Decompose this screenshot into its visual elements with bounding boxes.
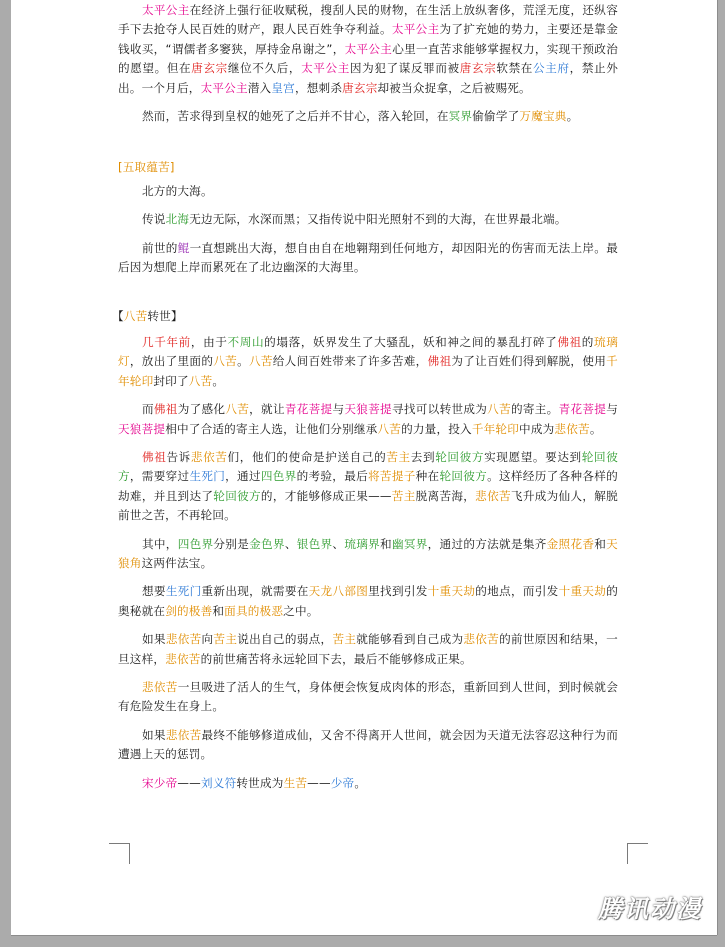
highlighted-term: 苦主 bbox=[386, 449, 411, 464]
highlighted-term: 苦主 bbox=[332, 632, 357, 647]
text-run: 为了感化 bbox=[177, 402, 226, 417]
highlighted-term: 唐玄宗 bbox=[191, 61, 228, 76]
heading-rest: 转世】 bbox=[147, 309, 183, 324]
text-run: 的前世原因和结果，一旦这样， bbox=[118, 632, 618, 666]
highlighted-term: 将苦提子 bbox=[368, 469, 416, 484]
text-run: 北方的大海。 bbox=[142, 183, 213, 198]
paragraph bbox=[118, 400, 618, 439]
paragraph bbox=[118, 182, 618, 201]
text-run: 飞升成为仙人，解脱前世之苦，不再轮回。 bbox=[118, 488, 618, 523]
highlighted-term: 八苦 bbox=[377, 421, 402, 436]
text-run: 和 bbox=[212, 603, 225, 618]
highlighted-term: 生死门 bbox=[189, 469, 226, 484]
text-run: —— bbox=[177, 775, 201, 790]
text-run: 和 bbox=[594, 536, 607, 551]
paragraph bbox=[118, 333, 618, 391]
text-run: 。这样经历了各种各样的劫难，并且到达了 bbox=[118, 469, 618, 503]
text-run: 转世成为 bbox=[236, 775, 284, 790]
paragraph bbox=[118, 448, 618, 526]
text-run: 而 bbox=[142, 402, 154, 417]
text-run: 的寄主。 bbox=[510, 402, 559, 417]
heading-bracket-open: [ bbox=[118, 160, 123, 175]
text-run: 一旦吸进了活人的生气，身体便会恢复成肉体的形态，重新回到人世间，到时候就会有危险发生在身上。 bbox=[118, 679, 618, 714]
text-run: 的考验，最后 bbox=[296, 469, 369, 484]
highlighted-term: 太平公主 bbox=[200, 80, 248, 95]
highlighted-term: 悲依苦 bbox=[165, 632, 202, 647]
text-run: 的力量，投入 bbox=[401, 421, 472, 436]
highlighted-term: 琉璃灯 bbox=[118, 334, 618, 369]
text-run: 封印了 bbox=[153, 373, 189, 388]
text-run: 的前世痛苦将永远轮回下去，最后不能够修成正果。 bbox=[200, 651, 472, 666]
text-run: 却被当众捉拿，之后被赐死。 bbox=[377, 80, 531, 95]
text-run: 。 bbox=[589, 421, 602, 436]
highlighted-term: 十重天劫 bbox=[558, 584, 607, 599]
highlighted-term: 八苦 bbox=[188, 373, 213, 388]
text-run: 软禁在 bbox=[496, 61, 534, 76]
text-run: 无边无际，水深而黑；又指传说中阳光照射不到的大海，在世界最北端。 bbox=[189, 212, 567, 227]
highlighted-term: 北海 bbox=[165, 212, 190, 227]
highlighted-term: 唐玄宗 bbox=[459, 61, 497, 76]
section-heading-wuqu bbox=[118, 158, 618, 177]
highlighted-term: 天狼菩提 bbox=[344, 402, 392, 417]
text-run: 继位不久后， bbox=[227, 61, 302, 76]
text-run: 和 bbox=[380, 536, 392, 551]
highlighted-term: 悲依苦 bbox=[554, 421, 590, 436]
highlighted-term: 生死门 bbox=[165, 584, 202, 599]
text-run: 。 bbox=[237, 354, 249, 369]
text-run: 然而，苦求得到皇权的她死了之后并不甘心，落入轮回，在 bbox=[142, 109, 449, 124]
text-run: 。 bbox=[354, 775, 367, 790]
highlighted-term: 轮回彼方 bbox=[439, 469, 488, 484]
text-run: 如果 bbox=[142, 632, 166, 647]
highlighted-term: 万魔宝典 bbox=[519, 109, 567, 124]
text-run: 去到 bbox=[410, 449, 436, 464]
highlighted-term: 轮回彼方 bbox=[435, 449, 485, 464]
text-run: 给人间百姓带来了许多苦难， bbox=[272, 354, 428, 369]
text-run: 偷偷学了 bbox=[472, 109, 520, 124]
text-run: 想要 bbox=[142, 584, 166, 599]
paragraph bbox=[118, 726, 618, 765]
paragraph bbox=[118, 582, 618, 621]
highlighted-term: 刘义符 bbox=[200, 775, 237, 790]
heading-title: 八苦 bbox=[123, 309, 148, 324]
margin-corner-mark-left bbox=[109, 843, 130, 864]
paragraph bbox=[118, 107, 618, 126]
highlighted-term: 千年轮印 bbox=[118, 354, 618, 388]
text-run: 相中了合适的寄主人选，让他们分别继承 bbox=[165, 421, 378, 436]
highlighted-term: 十重天劫 bbox=[427, 584, 476, 599]
highlighted-term: 天狼角 bbox=[118, 536, 618, 570]
paragraph bbox=[118, 210, 618, 229]
text-run: ，放出了里面的 bbox=[129, 354, 214, 369]
text-run: 、 bbox=[332, 536, 345, 551]
intro-section bbox=[118, 1, 618, 126]
highlighted-term: 悲依苦 bbox=[165, 727, 202, 742]
heading-title: 五取蕴苦 bbox=[122, 160, 170, 175]
highlighted-term: 太平公主 bbox=[301, 61, 350, 76]
watermark-logo: 腾讯动漫 bbox=[598, 895, 702, 923]
text-run: 的塌落，妖界发生了大骚乱，妖和神之间的暴乱打碎了 bbox=[264, 334, 558, 349]
highlighted-term: 悲依苦 bbox=[463, 632, 500, 647]
highlighted-term: 佛祖 bbox=[153, 402, 178, 417]
highlighted-term: 苦主 bbox=[213, 632, 238, 647]
text-run: 种在 bbox=[415, 469, 440, 484]
highlighted-term: 天狼菩提 bbox=[118, 421, 166, 436]
text-run: 分别是 bbox=[213, 536, 250, 551]
highlighted-term: 太平公主 bbox=[344, 41, 393, 56]
highlighted-term: 皇宫 bbox=[271, 80, 295, 95]
highlighted-term: 太平公主 bbox=[391, 22, 440, 37]
text-run: 与 bbox=[606, 402, 618, 417]
highlighted-term: 不周山 bbox=[227, 334, 265, 349]
heading-bracket-open: 【 bbox=[112, 309, 124, 324]
text-run: 为了扩充她的势力，主要还是靠金钱收买，“谓儒者多窭狭，厚持金帛谢之”， bbox=[118, 22, 618, 56]
text-run: 的 bbox=[581, 334, 594, 349]
text-run: 说出自己的弱点， bbox=[237, 632, 333, 647]
highlighted-term: 八苦 bbox=[213, 354, 238, 369]
highlighted-term: 生苦 bbox=[283, 775, 308, 790]
text-run: 、 bbox=[284, 536, 297, 551]
text-run: 前世的 bbox=[142, 240, 178, 255]
text-run: 心里一直苦求能够掌握权力，实现干预政治的愿望。但在 bbox=[118, 41, 618, 76]
paragraph bbox=[118, 630, 618, 669]
highlighted-term: 唐玄宗 bbox=[342, 80, 378, 95]
section-body-wuqu bbox=[118, 182, 618, 278]
text-run: ，通过 bbox=[225, 469, 261, 484]
highlighted-term: 金色界 bbox=[249, 536, 285, 551]
highlighted-term: 八苦 bbox=[487, 402, 511, 417]
text-run: 。 bbox=[566, 109, 579, 124]
highlighted-term: 悲依苦 bbox=[475, 488, 511, 503]
text-run: 向 bbox=[201, 632, 214, 647]
highlighted-term: 宋少帝 bbox=[142, 775, 178, 790]
highlighted-term: 悲依苦 bbox=[142, 679, 178, 694]
text-run: 中成为 bbox=[519, 421, 555, 436]
text-run: 与 bbox=[332, 402, 345, 417]
section-body-baku bbox=[118, 333, 618, 793]
paragraph bbox=[118, 678, 618, 717]
highlighted-term: 幽冥界 bbox=[391, 536, 428, 551]
text-run: 里找到引发 bbox=[368, 584, 428, 599]
text-run: ，禁止外出。一个月后， bbox=[118, 61, 619, 95]
highlighted-term: 银色界 bbox=[296, 536, 333, 551]
highlighted-term: 几千年前 bbox=[142, 334, 191, 349]
paragraph bbox=[118, 239, 618, 278]
paragraph bbox=[118, 774, 618, 793]
highlighted-term: 青花菩提 bbox=[284, 402, 333, 417]
text-run: 。 bbox=[212, 373, 225, 388]
text-run: ，由于 bbox=[190, 334, 228, 349]
text-run: —— bbox=[307, 775, 331, 790]
highlighted-term: 四色界 bbox=[260, 469, 297, 484]
text-run: 一直想跳出大海，想自由自在地翱翔到任何地方，却因阳光的伤害而无法上岸。最后因为想爬上岸而累死在了北边幽深的大海里。 bbox=[118, 240, 619, 275]
highlighted-term: 冥界 bbox=[448, 109, 473, 124]
highlighted-term: 苦主 bbox=[391, 488, 416, 503]
highlighted-term: 佛祖 bbox=[557, 334, 582, 349]
paragraph bbox=[118, 535, 618, 574]
text-run: 脱离苦海， bbox=[415, 488, 476, 503]
section-heading-baku bbox=[112, 307, 618, 326]
highlighted-term: 鲲 bbox=[177, 240, 190, 255]
text-run: ，就让 bbox=[249, 402, 285, 417]
highlighted-term: 八苦 bbox=[248, 354, 273, 369]
text-run: 实现愿望。要达到 bbox=[484, 449, 582, 464]
text-run: 告诉 bbox=[166, 449, 191, 464]
highlighted-term: 少帝 bbox=[330, 775, 355, 790]
highlighted-term: 四色界 bbox=[177, 536, 214, 551]
highlighted-term: 佛祖 bbox=[427, 354, 452, 369]
text-run: ，通过的方法就是集齐 bbox=[427, 536, 547, 551]
text-run: 寻找可以转世成为 bbox=[391, 402, 488, 417]
text-run: 这两件法宝。 bbox=[141, 555, 213, 570]
highlighted-term: 悲依苦 bbox=[190, 449, 228, 464]
highlighted-term: 悲依苦 bbox=[165, 651, 201, 666]
text-run: 的地点，而引发 bbox=[475, 584, 559, 599]
text-run: 其中， bbox=[142, 536, 178, 551]
margin-corner-mark-right bbox=[627, 843, 648, 864]
text-run: 因为犯了谋反罪而被 bbox=[349, 61, 460, 76]
highlighted-term: 青花菩提 bbox=[558, 402, 607, 417]
document-body bbox=[112, 0, 619, 793]
text-run: 的奥秘就在 bbox=[118, 584, 618, 618]
highlighted-term: 太平公主 bbox=[142, 3, 190, 17]
highlighted-term: 千年轮印 bbox=[471, 421, 520, 436]
text-run: ，需要穿过 bbox=[129, 469, 190, 484]
text-run: 最终不能够修道成仙，又舍不得离开人世间，就会因为天道无法容忍这种行为而遭遇上天的惩罚。 bbox=[118, 727, 618, 762]
highlighted-term: 八苦 bbox=[225, 402, 250, 417]
text-run: 为了让百姓们得到解脱，使用 bbox=[451, 354, 607, 369]
highlighted-term: 面具的极恶 bbox=[224, 603, 284, 618]
text-run: 在经济上强行征收赋税，搜刮人民的财物，在生活上放纵奢侈，荒淫无度，还纵容手下去抢夺人民百姓的财产，跟人民百姓争夺利益。 bbox=[118, 3, 619, 37]
paragraph bbox=[118, 1, 618, 98]
highlighted-term: 剑的极善 bbox=[165, 603, 213, 618]
text-run: 们，他们的使命是护送自己的 bbox=[227, 449, 387, 464]
text-run: 的，才能够修成正果—— bbox=[260, 488, 392, 503]
text-run: 潜入 bbox=[247, 80, 272, 95]
text-run: 如果 bbox=[142, 727, 166, 742]
text-run: 传说 bbox=[142, 212, 166, 227]
text-run: 重新出现，就需要在 bbox=[201, 584, 309, 599]
highlighted-term: 公主府 bbox=[533, 61, 570, 76]
heading-bracket-close: ] bbox=[169, 160, 175, 175]
text-run: 之中。 bbox=[283, 603, 319, 618]
text-run: ，想刺杀 bbox=[294, 80, 343, 95]
highlighted-term: 琉璃界 bbox=[344, 536, 381, 551]
highlighted-term: 天龙八部图 bbox=[308, 584, 369, 599]
highlighted-term: 轮回彼方 bbox=[118, 449, 619, 484]
highlighted-term: 轮回彼方 bbox=[213, 488, 261, 503]
highlighted-term: 金照花香 bbox=[546, 536, 595, 551]
text-run: 就能够看到自己成为 bbox=[356, 632, 464, 647]
highlighted-term: 佛祖 bbox=[142, 449, 167, 464]
